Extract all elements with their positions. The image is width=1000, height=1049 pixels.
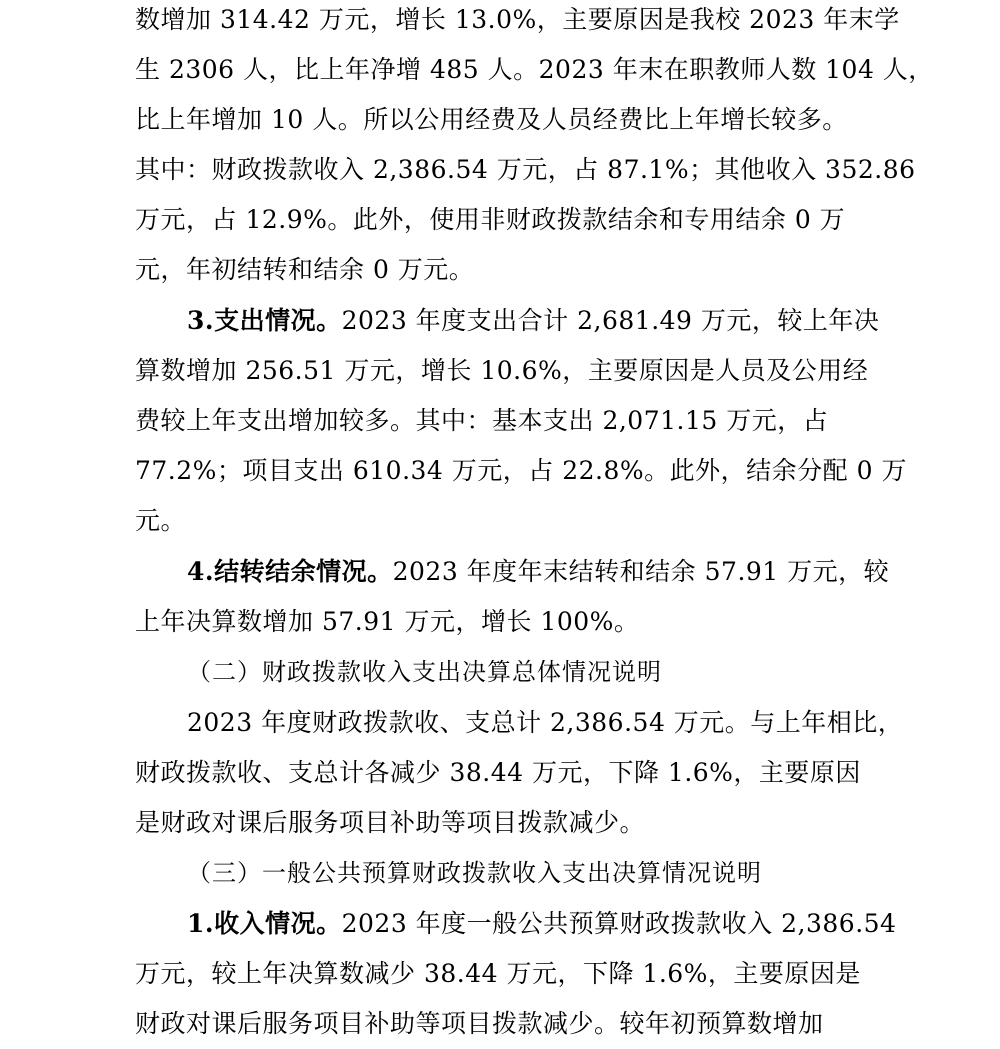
paragraph-line-10: 77.2%；项目支出 610.34 万元，占 22.8%。此外，结余分配 0 万 [135, 456, 907, 485]
paragraph-line-11: 元。 [135, 506, 187, 535]
paragraph-line-13: 上年决算数增加 57.91 万元，增长 100%。 [135, 607, 640, 636]
paragraph-line-15: 2023 年度财政拨款收、支总计 2,386.54 万元。与上年相比， [187, 708, 904, 737]
section-carryover-heading: 4.结转结余情况。 [187, 557, 393, 586]
paragraph-line-3: 比上年增加 10 人。所以公用经费及人员经费比上年增长较多。 [135, 105, 848, 134]
paragraph-line-2: 生 2306 人，比上年净增 485 人。2023 年末在职教师人数 104 人， [135, 55, 934, 84]
section-income-line [187, 899, 896, 949]
section-heading-3: （三）一般公共预算财政拨款收入支出决算情况说明 [187, 859, 762, 887]
paragraph-line-21: 财政对课后服务项目补助等项目拨款减少。较年初预算数增加 [135, 1009, 824, 1038]
paragraph-line-6: 元，年初结转和结余 0 万元。 [135, 255, 475, 284]
paragraph-line-9: 费较上年支出增加较多。其中：基本支出 2,071.15 万元，占 [135, 406, 829, 435]
paragraph-line-20: 万元，较上年决算数减少 38.44 万元，下降 1.6%，主要原因是 [135, 959, 861, 988]
section-income-text: 2023 年度一般公共预算财政拨款收入 2,386.54 [341, 909, 897, 938]
section-carryover-line [187, 547, 889, 597]
section-heading-2: （二）财政拨款收入支出决算总体情况说明 [187, 658, 662, 686]
paragraph-line-8: 算数增加 256.51 万元，增长 10.6%，主要原因是人员及公用经 [135, 356, 869, 385]
paragraph-line-17: 是财政对课后服务项目补助等项目拨款减少。 [135, 808, 646, 837]
paragraph-line-5: 万元，占 12.9%。此外，使用非财政拨款结余和专用结余 0 万 [135, 205, 846, 234]
paragraph-line-4: 其中：财政拨款收入 2,386.54 万元，占 87.1%；其他收入 352.86 [135, 155, 916, 184]
section-carryover-text: 2023 年度年末结转和结余 57.91 万元，较 [392, 557, 890, 586]
paragraph-line-1: 数增加 314.42 万元，增长 13.0%，主要原因是我校 2023 年末学 [135, 5, 900, 34]
section-income-heading: 1.收入情况。 [187, 909, 342, 938]
section-expenditure-line [187, 296, 879, 346]
section-expenditure-heading: 3.支出情况。 [187, 306, 342, 335]
paragraph-line-16: 财政拨款收、支总计各减少 38.44 万元，下降 1.6%，主要原因 [135, 758, 861, 787]
section-expenditure-text: 2023 年度支出合计 2,681.49 万元，较上年决 [341, 306, 880, 335]
